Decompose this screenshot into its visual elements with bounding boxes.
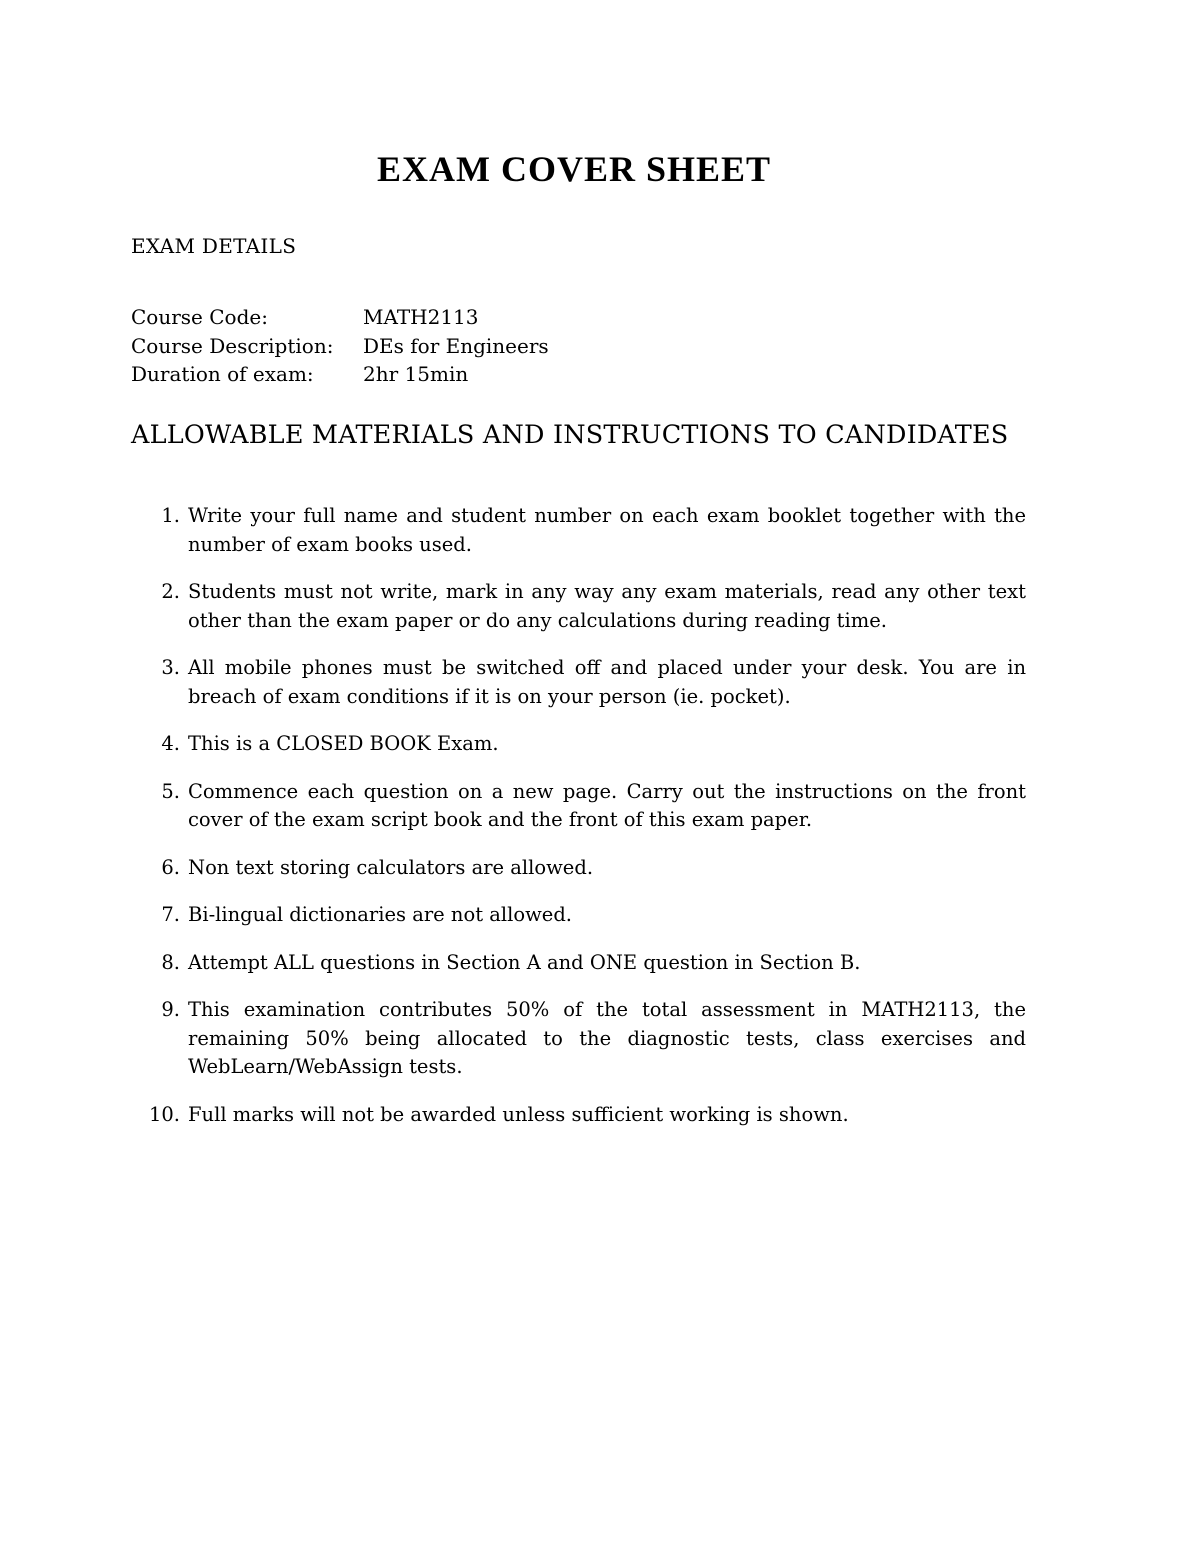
item-number: 7. [161, 903, 180, 926]
item-number: 8. [161, 950, 180, 974]
item-text: All mobile phones must be switched off and placed under your desk. You are in breach of exam conditions if it is on your person (ie. pocket). [188, 656, 1026, 708]
list-item [131, 654, 1026, 711]
item-number: 9. [161, 998, 180, 1021]
item-text: This is a CLOSED BOOK Exam. [188, 732, 499, 755]
list-item [131, 778, 1026, 835]
list-item [131, 1101, 1026, 1130]
list-item [131, 730, 1026, 759]
list-item [131, 949, 1026, 978]
item-number: 10. [148, 1102, 180, 1126]
list-item [131, 901, 1026, 930]
item-number: 3. [161, 656, 180, 679]
item-text: Attempt ALL questions in Section A and ONE question in Section B. [188, 950, 861, 974]
list-item [131, 502, 1026, 559]
item-number: 2. [161, 580, 180, 603]
item-number: 5. [161, 779, 180, 803]
list-item [131, 578, 1026, 635]
item-text: Commence each question on a new page. Carry out the instructions on the front cover of the exam script book and the front of this exam paper. [188, 779, 1026, 831]
exam-details-heading: EXAM DETAILS [131, 234, 297, 258]
course-code-value: MATH2113 [363, 305, 479, 329]
details-row-duration [131, 360, 549, 389]
item-number: 1. [161, 504, 180, 527]
item-text: Non text storing calculators are allowed. [188, 855, 594, 879]
details-row-course-description [131, 332, 549, 361]
item-number: 6. [161, 855, 180, 879]
list-item [131, 854, 1026, 883]
instructions-heading: ALLOWABLE MATERIALS AND INSTRUCTIONS TO CANDIDATES [131, 420, 1009, 450]
list-item [131, 996, 1026, 1082]
item-text: Bi-lingual dictionaries are not allowed. [188, 903, 573, 926]
duration-value: 2hr 15min [363, 362, 469, 386]
item-text: Full marks will not be awarded unless sufficient working is shown. [188, 1102, 849, 1126]
course-description-label: Course Description: [131, 333, 334, 358]
duration-label: Duration of exam: [131, 362, 314, 386]
page-title: EXAM COVER SHEET [376, 149, 772, 189]
course-description-value: DEs for Engineers [363, 333, 549, 358]
item-number: 4. [161, 732, 180, 755]
exam-details-table [131, 303, 549, 389]
instructions-list [131, 502, 1026, 1148]
item-text: This examination contributes 50% of the total assessment in MATH2113, the remaining 50% being allocated to the diagnostic tests, class exercises and WebLearn/WebAssign tests. [188, 998, 1026, 1078]
course-code-label: Course Code: [131, 305, 268, 329]
item-text: Students must not write, mark in any way any exam materials, read any other text other than the exam paper or do any calculations during reading time. [188, 580, 1026, 632]
details-row-course-code [131, 303, 549, 332]
item-text: Write your full name and student number on each exam booklet together with the number of exam books used. [188, 504, 1026, 556]
